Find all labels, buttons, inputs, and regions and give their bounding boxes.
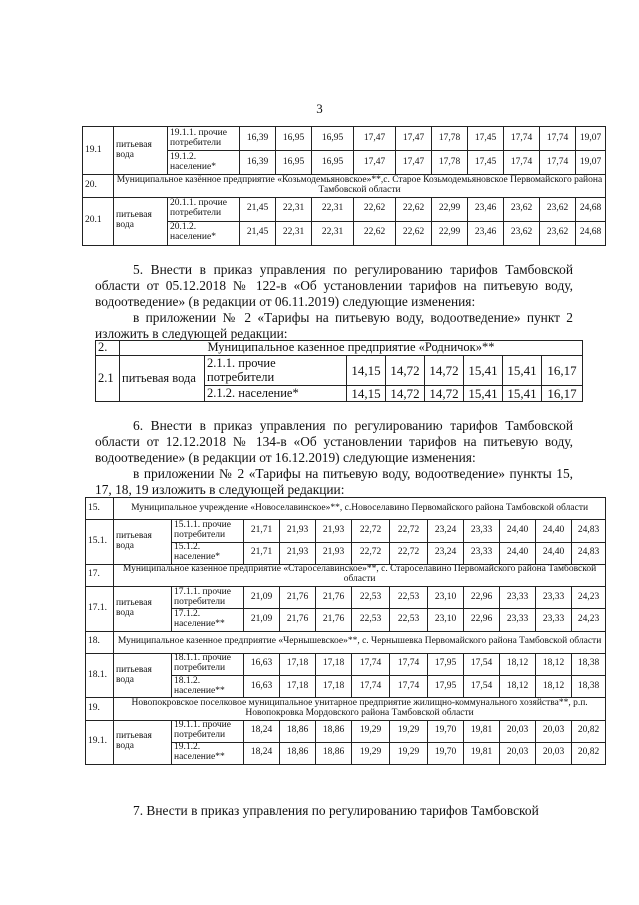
tariff-value: 22,53 [390, 609, 428, 631]
row-number: 20.1 [83, 197, 114, 245]
tariff-value: 19,29 [352, 720, 390, 742]
tariff-value: 23,62 [540, 197, 576, 221]
tariff-value: 18,86 [316, 720, 352, 742]
tariff-value: 16,63 [244, 653, 280, 675]
tariff-value: 17,74 [540, 151, 576, 175]
row-number: 18.1. [86, 653, 114, 698]
table-cell: 14,72 [386, 386, 425, 402]
table-row [86, 587, 606, 609]
table-section-header [86, 698, 606, 720]
tariff-value: 24,83 [572, 520, 606, 542]
section-number: 20. [83, 175, 114, 197]
tariff-value: 20,03 [500, 742, 536, 764]
table-section-header [86, 564, 606, 586]
table-cell: 15,41 [464, 386, 503, 402]
row-number: 19.1. [86, 720, 114, 765]
tariff-value: 23,10 [428, 587, 464, 609]
tariff-value: 19,29 [390, 742, 428, 764]
paragraph-5-sub: в приложении № 2 «Тарифы на питьевую воду, водоотведение» пункт 2 изложить в следующей редакции: [95, 310, 573, 341]
tariff-value: 17,74 [540, 127, 576, 151]
table-b-category: 2.1.1. прочие потребители [205, 356, 347, 386]
tariff-value: 23,33 [464, 542, 500, 564]
tariff-value: 24,68 [576, 221, 606, 245]
table-row [83, 127, 606, 151]
tariff-value: 21,93 [316, 520, 352, 542]
row-number: 15.1. [86, 520, 114, 565]
tariff-value: 22,96 [464, 587, 500, 609]
tariff-value: 16,95 [312, 127, 354, 151]
tariff-value: 18,86 [280, 742, 316, 764]
table-b-row-num: 2.1 [96, 356, 120, 402]
tariff-value: 17,47 [396, 151, 432, 175]
tariff-value: 17,45 [468, 151, 504, 175]
paragraph-5-text: 5. Внести в приказ управления по регулированию тарифов Тамбовской области от 05.12.2018 № 122-в «Об установлении тарифов на питьевую воду, водоотведение» (в редакции от 06.11.2019) следующие изменения: [95, 262, 573, 309]
consumer-category: 19.1.2. население** [172, 742, 244, 764]
tariff-value: 21,93 [280, 520, 316, 542]
tariff-value: 21,45 [240, 197, 276, 221]
section-organization: Муниципальное учреждение «Новоселавинское»**, с.Новоселавино Первомайского района Тамбовской области [114, 498, 606, 520]
tariff-value: 23,24 [428, 542, 464, 564]
tariff-value: 17,18 [316, 653, 352, 675]
table-section-header [86, 631, 606, 653]
consumer-category: 19.1.2. население* [168, 151, 240, 175]
product-name: питьевая вода [114, 127, 168, 175]
table-cell: 16,17 [542, 356, 583, 386]
table-cell: 14,72 [386, 356, 425, 386]
tariff-table-c [85, 497, 606, 765]
table-row [86, 653, 606, 675]
tariff-value: 17,95 [428, 676, 464, 698]
section-number: 17. [86, 564, 114, 586]
table-cell: 16,17 [542, 386, 583, 402]
tariff-value: 19,70 [428, 720, 464, 742]
tariff-value: 17,74 [390, 653, 428, 675]
tariff-value: 22,62 [396, 221, 432, 245]
tariff-value: 21,09 [244, 587, 280, 609]
table-cell: 15,41 [503, 386, 542, 402]
table-b-header-org: Муниципальное казенное предприятие «Родничок»** [120, 341, 583, 356]
tariff-value: 17,18 [280, 653, 316, 675]
tariff-value: 22,72 [390, 542, 428, 564]
paragraph-5 [95, 262, 573, 342]
tariff-value: 23,62 [540, 221, 576, 245]
tariff-value: 17,95 [428, 653, 464, 675]
consumer-category: 18.1.1. прочие потребители [172, 653, 244, 675]
tariff-value: 17,74 [390, 676, 428, 698]
tariff-value: 24,40 [500, 520, 536, 542]
tariff-value: 20,03 [500, 720, 536, 742]
paragraph-7-text: 7. Внести в приказ управления по регулированию тарифов Тамбовской [133, 803, 539, 818]
tariff-value: 17,74 [504, 127, 540, 151]
tariff-value: 17,78 [432, 151, 468, 175]
tariff-value: 19,29 [352, 742, 390, 764]
tariff-value: 20,03 [536, 742, 572, 764]
tariff-value: 23,33 [500, 609, 536, 631]
tariff-value: 24,40 [500, 542, 536, 564]
tariff-value: 23,33 [536, 587, 572, 609]
paragraph-7 [95, 803, 573, 819]
tariff-value: 23,46 [468, 197, 504, 221]
tariff-value: 23,62 [504, 197, 540, 221]
consumer-category: 15.1.1. прочие потребители [172, 520, 244, 542]
tariff-value: 19,81 [464, 742, 500, 764]
tariff-value: 16,39 [240, 127, 276, 151]
table-b-category: 2.1.2. население* [205, 386, 347, 402]
tariff-value: 21,76 [280, 587, 316, 609]
tariff-value: 21,09 [244, 609, 280, 631]
tariff-value: 18,12 [500, 653, 536, 675]
consumer-category: 15.1.2. население* [172, 542, 244, 564]
tariff-value: 22,72 [352, 520, 390, 542]
tariff-value: 20,03 [536, 720, 572, 742]
tariff-value: 24,23 [572, 587, 606, 609]
tariff-table-a [82, 126, 606, 246]
tariff-value: 17,47 [354, 127, 396, 151]
tariff-value: 22,62 [396, 197, 432, 221]
tariff-value: 24,40 [536, 520, 572, 542]
tariff-value: 17,45 [468, 127, 504, 151]
tariff-value: 16,95 [276, 127, 312, 151]
tariff-value: 22,96 [464, 609, 500, 631]
tariff-value: 20,82 [572, 742, 606, 764]
tariff-value: 19,29 [390, 720, 428, 742]
tariff-value: 21,45 [240, 221, 276, 245]
tariff-value: 22,31 [312, 221, 354, 245]
tariff-value: 22,53 [352, 609, 390, 631]
table-row [83, 197, 606, 221]
tariff-table-b [95, 340, 583, 402]
tariff-value: 17,18 [280, 676, 316, 698]
tariff-value: 18,86 [316, 742, 352, 764]
section-organization: Муниципальное казенное предприятие «Чернышевское»**, с. Чернышевка Первомайского района Тамбовской области [114, 631, 606, 653]
tariff-value: 18,24 [244, 720, 280, 742]
section-number: 18. [86, 631, 114, 653]
tariff-value: 21,76 [316, 587, 352, 609]
tariff-value: 17,54 [464, 653, 500, 675]
table-row [96, 356, 583, 386]
table-row [86, 520, 606, 542]
tariff-value: 24,68 [576, 197, 606, 221]
page-number: 3 [316, 101, 323, 116]
tariff-value: 17,78 [432, 127, 468, 151]
paragraph-6 [95, 418, 573, 498]
tariff-value: 19,70 [428, 742, 464, 764]
tariff-value: 18,12 [536, 676, 572, 698]
product-name: питьевая вода [114, 197, 168, 245]
row-number: 17.1. [86, 587, 114, 632]
product-name: питьевая вода [114, 720, 172, 765]
table-cell: 14,72 [425, 356, 464, 386]
tariff-value: 16,95 [276, 151, 312, 175]
table-cell: 14,15 [347, 386, 386, 402]
tariff-value: 18,86 [280, 720, 316, 742]
section-organization: Муниципальное казенное предприятие «Староселавинское»**, с. Староселавино Первомайского района Тамбовской области [114, 564, 606, 586]
table-b-header-num: 2. [96, 341, 120, 356]
paragraph-6-sub: в приложении № 2 «Тарифы на питьевую воду, водоотведение» пункты 15, 17, 18, 19 изложить в следующей редакции: [95, 466, 573, 497]
tariff-value: 22,99 [432, 197, 468, 221]
tariff-value: 23,46 [468, 221, 504, 245]
consumer-category: 19.1.1. прочие потребители [172, 720, 244, 742]
tariff-value: 17,18 [316, 676, 352, 698]
tariff-value: 17,74 [504, 151, 540, 175]
tariff-value: 18,12 [536, 653, 572, 675]
tariff-value: 22,53 [390, 587, 428, 609]
section-organization: Муниципальное казённое предприятие «Козьмодемьяновское»**,с. Старое Козьмодемьяновское Первомайского района Тамбовской области [114, 175, 606, 197]
tariff-value: 23,33 [500, 587, 536, 609]
tariff-value: 22,99 [432, 221, 468, 245]
tariff-value: 22,31 [276, 221, 312, 245]
product-name: питьевая вода [114, 587, 172, 632]
consumer-category: 19.1.1. прочие потребители [168, 127, 240, 151]
tariff-value: 21,71 [244, 542, 280, 564]
tariff-value: 16,63 [244, 676, 280, 698]
tariff-value: 23,10 [428, 609, 464, 631]
tariff-value: 24,23 [572, 609, 606, 631]
product-name: питьевая вода [114, 653, 172, 698]
section-organization: Новопокровское поселковое муниципальное унитарное предприятие жилищно-коммунального хозяйства**, р.п. Новопокровка Мордовского района Тамбовской области [114, 698, 606, 720]
tariff-value: 18,38 [572, 676, 606, 698]
tariff-value: 22,53 [352, 587, 390, 609]
tariff-value: 23,62 [504, 221, 540, 245]
tariff-value: 22,31 [276, 197, 312, 221]
table-b-product: питьевая вода [120, 356, 205, 402]
consumer-category: 20.1.1. прочие потребители [168, 197, 240, 221]
tariff-value: 17,54 [464, 676, 500, 698]
tariff-value: 22,72 [390, 520, 428, 542]
tariff-value: 21,76 [316, 609, 352, 631]
tariff-value: 21,93 [316, 542, 352, 564]
table-row [86, 720, 606, 742]
tariff-value: 18,38 [572, 653, 606, 675]
tariff-value: 22,62 [354, 197, 396, 221]
tariff-value: 22,62 [354, 221, 396, 245]
table-cell: 15,41 [503, 356, 542, 386]
table-cell: 15,41 [464, 356, 503, 386]
table-section-header [83, 175, 606, 197]
paragraph-6-text: 6. Внести в приказ управления по регулированию тарифов Тамбовской области от 12.12.2018 № 134-в «Об установлении тарифов на питьевую воду, водоотведение» (в редакции от 16.12.2019) следующие изменения: [95, 418, 573, 465]
table-cell: 14,72 [425, 386, 464, 402]
tariff-value: 18,24 [244, 742, 280, 764]
tariff-value: 19,81 [464, 720, 500, 742]
tariff-value: 17,47 [354, 151, 396, 175]
table-cell: 14,15 [347, 356, 386, 386]
tariff-value: 24,83 [572, 542, 606, 564]
tariff-value: 21,76 [280, 609, 316, 631]
tariff-value: 19,07 [576, 151, 606, 175]
tariff-value: 17,74 [352, 676, 390, 698]
table-section-header [86, 498, 606, 520]
tariff-value: 18,12 [500, 676, 536, 698]
tariff-value: 16,39 [240, 151, 276, 175]
product-name: питьевая вода [114, 520, 172, 565]
section-number: 19. [86, 698, 114, 720]
consumer-category: 17.1.2. население** [172, 609, 244, 631]
consumer-category: 20.1.2. население* [168, 221, 240, 245]
consumer-category: 18.1.2. население** [172, 676, 244, 698]
tariff-value: 24,40 [536, 542, 572, 564]
tariff-value: 17,47 [396, 127, 432, 151]
tariff-value: 22,72 [352, 542, 390, 564]
tariff-value: 16,95 [312, 151, 354, 175]
tariff-value: 21,71 [244, 520, 280, 542]
section-number: 15. [86, 498, 114, 520]
tariff-value: 22,31 [312, 197, 354, 221]
tariff-value: 23,33 [536, 609, 572, 631]
row-number: 19.1 [83, 127, 114, 175]
tariff-value: 19,07 [576, 127, 606, 151]
tariff-value: 17,74 [352, 653, 390, 675]
tariff-value: 23,24 [428, 520, 464, 542]
consumer-category: 17.1.1. прочие потребители [172, 587, 244, 609]
tariff-value: 23,33 [464, 520, 500, 542]
tariff-value: 21,93 [280, 542, 316, 564]
tariff-value: 20,82 [572, 720, 606, 742]
